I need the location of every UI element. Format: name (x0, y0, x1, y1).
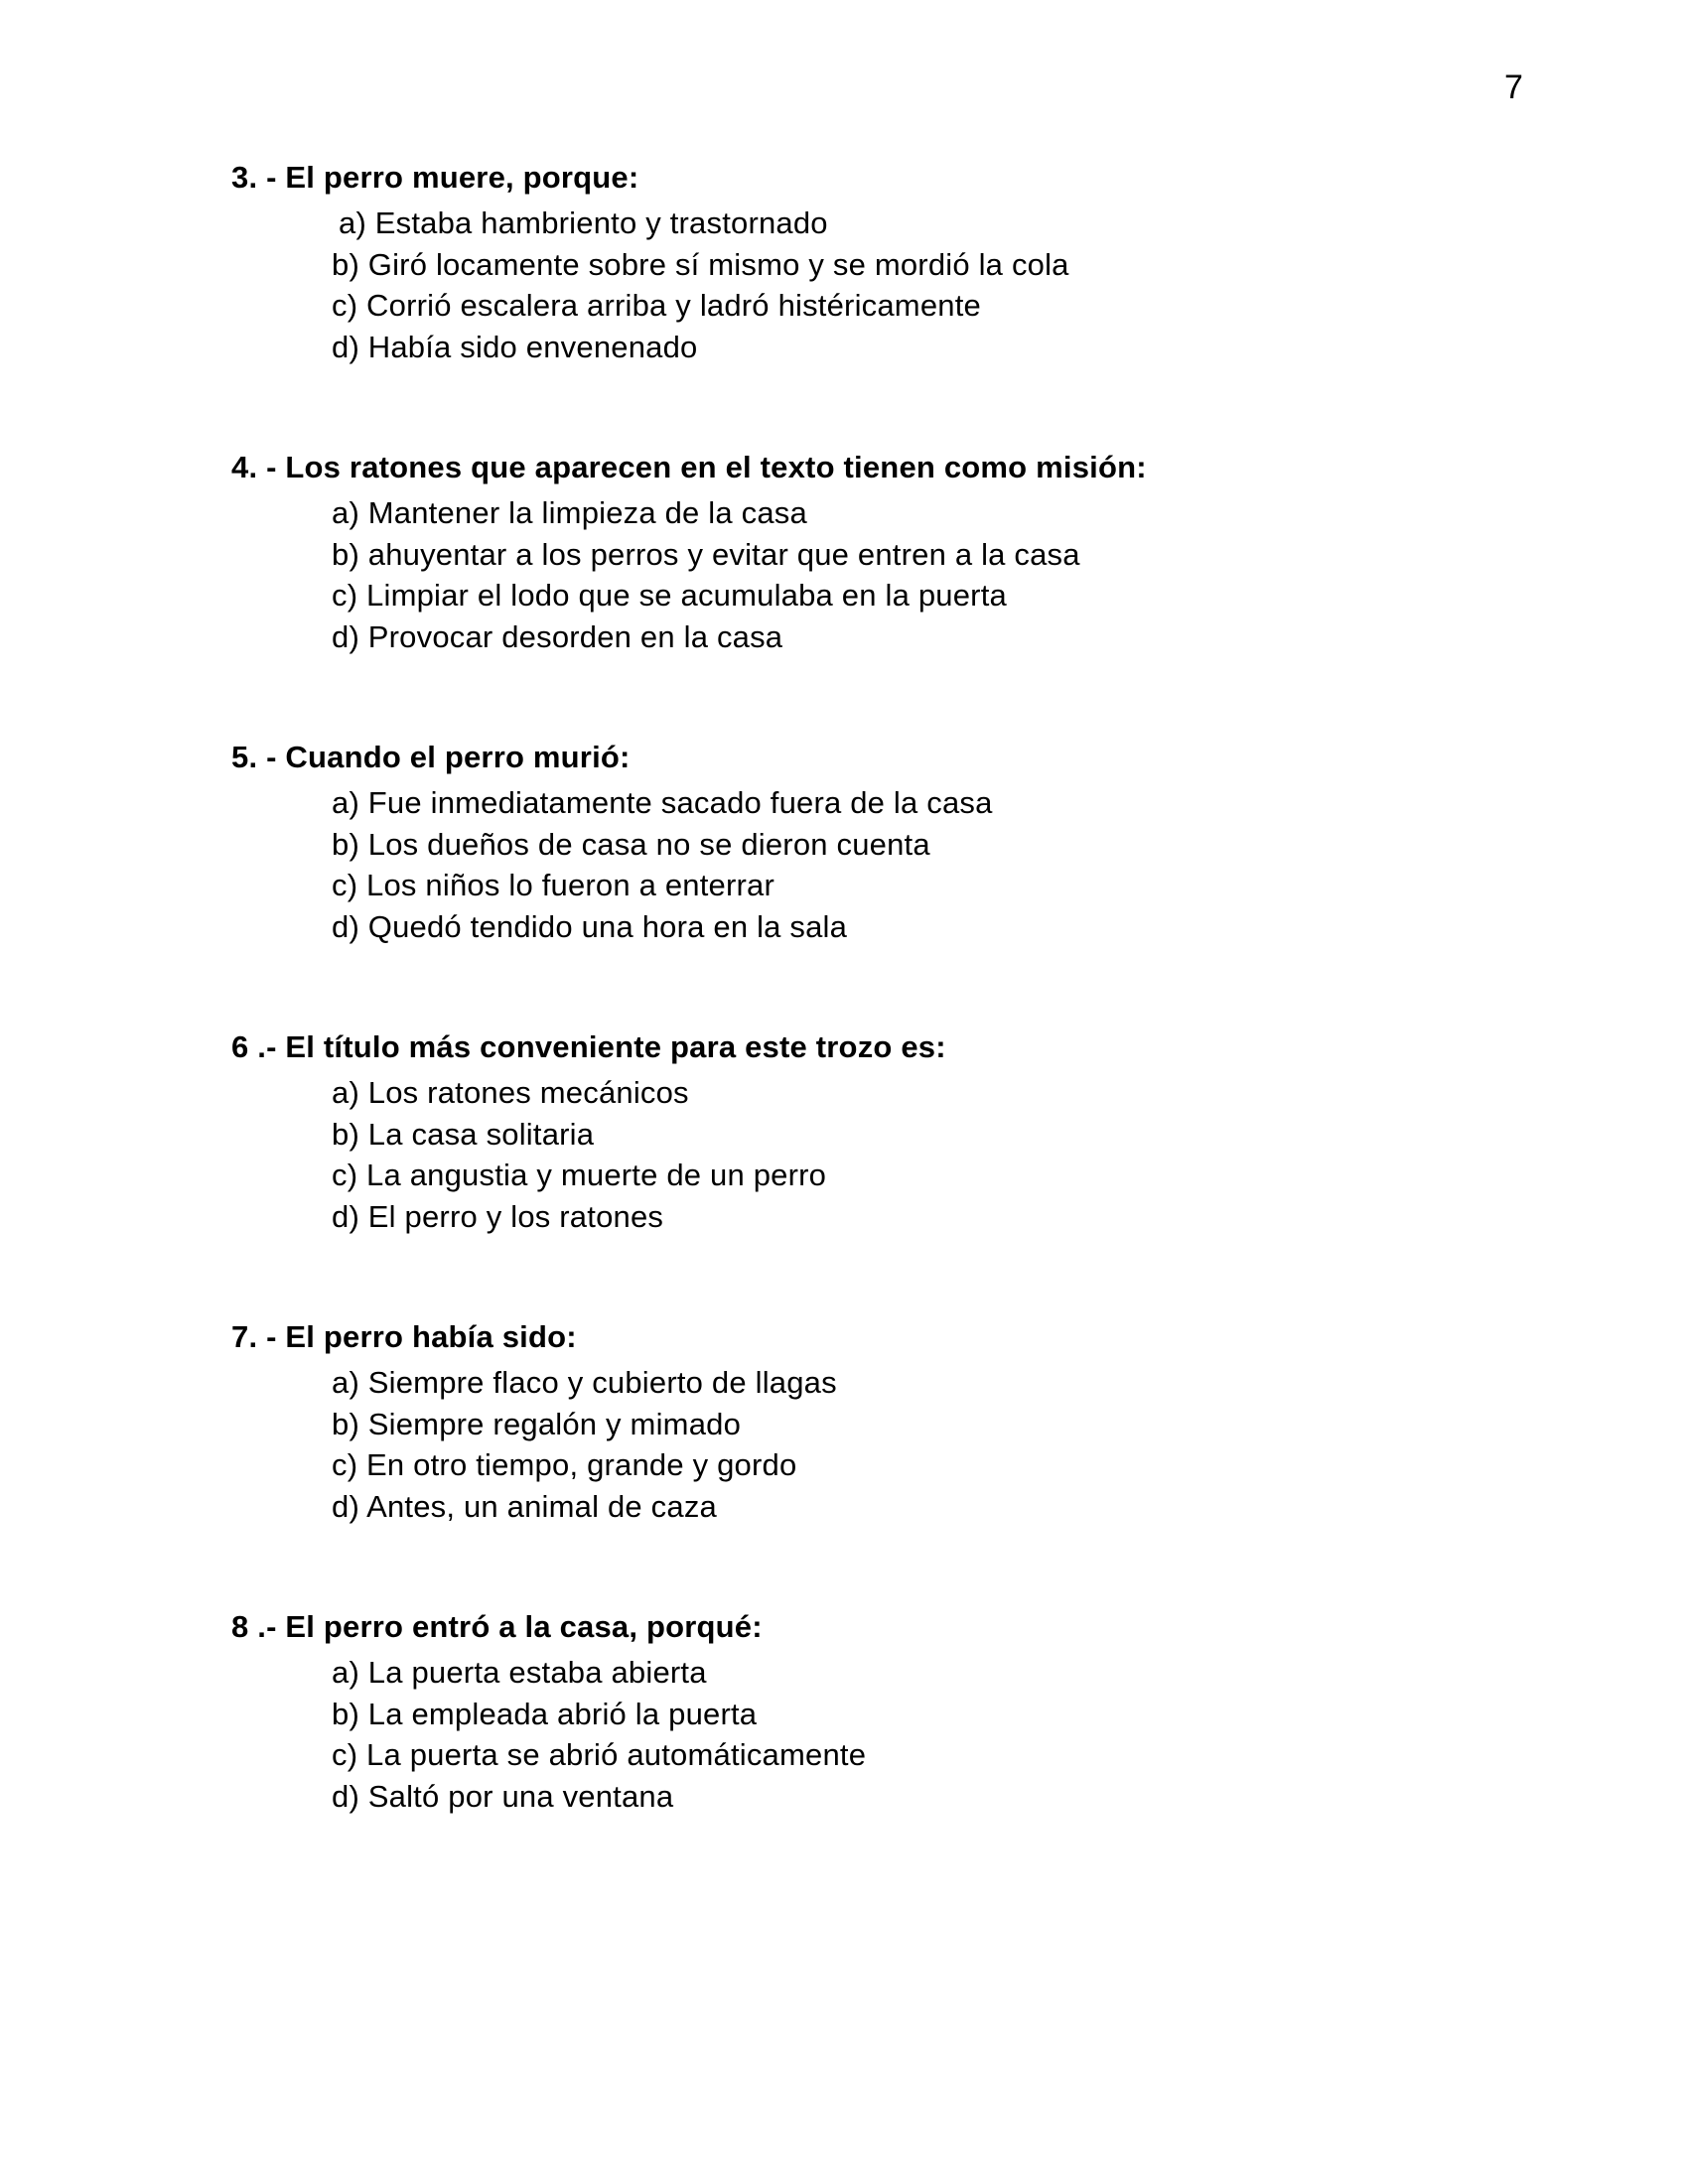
question-block-6 (231, 1026, 1522, 1237)
question-option: c) La puerta se abrió automáticamente (332, 1737, 867, 1772)
question-option: d) El perro y los ratones (332, 1198, 664, 1234)
question-block-7 (231, 1316, 1522, 1527)
question-block-4 (231, 447, 1522, 657)
question-option: c) Corrió escalera arriba y ladró histéricamente (332, 288, 981, 323)
question-option: d) Quedó tendido una hora en la sala (332, 908, 848, 944)
question-option: d) Había sido envenenado (332, 329, 698, 364)
question-option: b) Los dueños de casa no se dieron cuenta (332, 826, 930, 862)
question-option: b) La empleada abrió la puerta (332, 1696, 758, 1731)
question-option: a) Siempre flaco y cubierto de llagas (332, 1365, 837, 1400)
question-option: a) La puerta estaba abierta (332, 1655, 707, 1690)
question-option: d) Antes, un animal de caza (332, 1488, 717, 1524)
question-block-3 (231, 157, 1522, 367)
question-option: a) Fue inmediatamente sacado fuera de la casa (332, 785, 993, 820)
question-block-8 (231, 1606, 1522, 1817)
question-option: b) Siempre regalón y mimado (332, 1406, 742, 1441)
question-option: d) Saltó por una ventana (332, 1778, 674, 1814)
question-option: b) Giró locamente sobre sí mismo y se mordió la cola (332, 246, 1069, 282)
page-number: 7 (1504, 68, 1523, 106)
question-heading: 3. - El perro muere, porque: (231, 160, 639, 195)
question-option: b) ahuyentar a los perros y evitar que entren a la casa (332, 536, 1080, 572)
question-option: a) Los ratones mecánicos (332, 1075, 689, 1110)
question-option: c) La angustia y muerte de un perro (332, 1158, 827, 1192)
question-heading: 6 .- El título más conveniente para este trozo es: (231, 1029, 946, 1064)
question-option: b) La casa solitaria (332, 1116, 595, 1152)
question-option: a) Estaba hambriento y trastornado (339, 205, 828, 240)
question-heading: 4. - Los ratones que aparecen en el texto tienen como misión: (231, 450, 1147, 484)
question-heading: 8 .- El perro entró a la casa, porqué: (231, 1609, 763, 1644)
question-option: d) Provocar desorden en la casa (332, 618, 783, 654)
question-option: a) Mantener la limpieza de la casa (332, 495, 807, 530)
question-block-5 (231, 737, 1522, 947)
question-option: c) Los niños lo fueron a enterrar (332, 868, 775, 902)
questions-list (231, 157, 1522, 1896)
question-option: c) Limpiar el lodo que se acumulaba en la puerta (332, 578, 1007, 613)
question-option: c) En otro tiempo, grande y gordo (332, 1447, 797, 1482)
question-heading: 5. - Cuando el perro murió: (231, 740, 631, 774)
question-heading: 7. - El perro había sido: (231, 1319, 577, 1354)
